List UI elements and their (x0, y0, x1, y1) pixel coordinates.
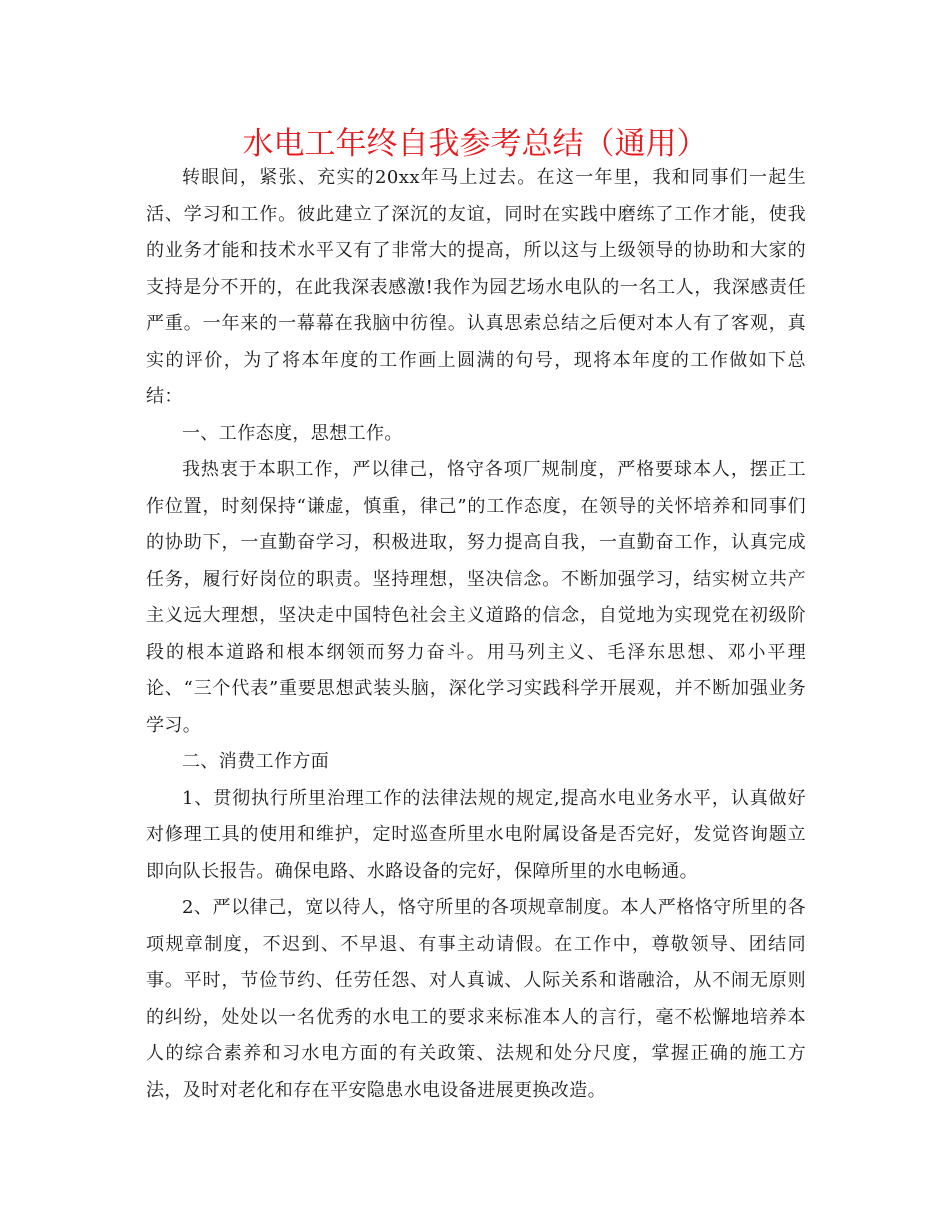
section-heading-attitude: 一、工作态度，思想工作。 (182, 422, 403, 444)
paragraph-attitude: 我热衷于本职工作，严以律己，恪守各项厂规制度，严格要球本人，摆正工作位置，时刻保持“谦虚，慎重，律己”的工作态度，在领导的关怀培养和同事们的协助下，一直勤奋学习，积极进取，努力提高自我，一直勤奋工作，认真完成任务，履行好岗位的职责。坚持理想，坚决信念。不断加强学习，结实树立共产主义远大理想，坚决走中国特色社会主义道路的信念，自觉地为实现党在初级阶段的根本道路和根本纲领而努力奋斗。用马列主义、毛泽东思想、邓小平理论、“三个代表”重要思想武装头脑，深化学习实践科学开展观，并不断加强业务学习。 (146, 459, 806, 736)
paragraph-intro: 转眼间，紧张、充实的20xx年马上过去。在这一年里，我和同事们一起生活、学习和工作。彼此建立了深沉的友谊，同时在实践中磨练了工作才能，使我的业务才能和技术水平又有了非常大的提高，所以这与上级领导的协助和大家的支持是分不开的，在此我深表感激!我作为园艺场水电队的一名工人，我深感责任严重。一年来的一幕幕在我脑中彷徨。认真思索总结之后便对本人有了客观，真实的评价，为了将本年度的工作画上圆满的句号，现将本年度的工作做如下总结： (146, 167, 806, 407)
document-title: 水电工年终自我参考总结（通用） (242, 126, 708, 162)
paragraph-work-item-2: 2、严以律己，宽以待人，恪守所里的各项规章制度。本人严格恪守所里的各项规章制度，不迟到、不早退、有事主动请假。在工作中，尊敬领导、团结同事。平时，节俭节约、任劳任怨、对人真诚、人际关系和谐融洽，从不闹无原则的纠纷，处处以一名优秀的水电工的要求来标准本人的言行，毫不松懈地培养本人的综合素养和习水电方面的有关政策、法规和处分尺度，掌握正确的施工方法，及时对老化和存在平安隐患水电设备进展更换改造。 (146, 897, 806, 1101)
paragraph-work-item-1: 1、贯彻执行所里治理工作的法律法规的规定,提高水电业务水平，认真做好对修理工具的使用和维护，定时巡查所里水电附属设备是否完好，发觉咨询题立即向队长报告。确保电路、水路设备的完好，保障所里的水电畅通。 (146, 787, 806, 882)
section-heading-work: 二、消费工作方面 (182, 751, 330, 772)
document-body (146, 160, 806, 1109)
